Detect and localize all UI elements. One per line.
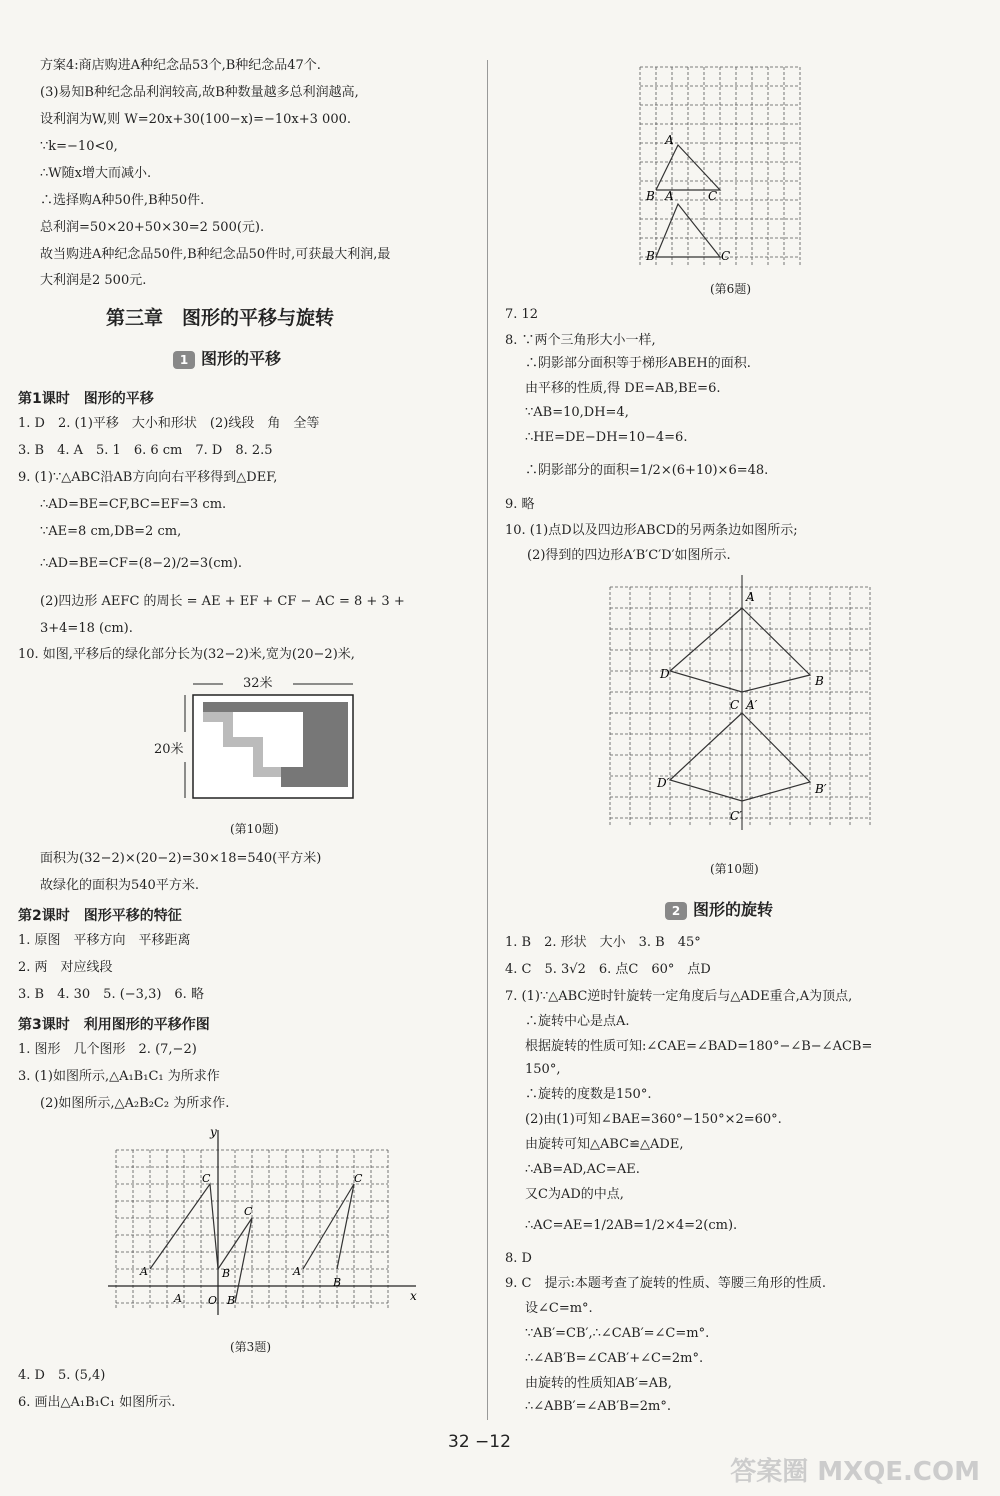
svg-text:C: C: [354, 1172, 363, 1185]
text-line: ∴AC=AE=1/2AB=1/2×4=2(cm).: [525, 1218, 738, 1233]
lesson-heading: 第2课时 图形平移的特征: [18, 908, 182, 924]
column-divider: [487, 60, 488, 1420]
text-line: 7. 12: [505, 307, 539, 322]
text-line: ∴HE=DE−DH=10−4=6.: [525, 430, 688, 445]
svg-text:B: B: [333, 1276, 342, 1289]
text-line: 2. 两 对应线段: [18, 960, 113, 975]
text-line: ∴阴影部分面积等于梯形ABEH的面积.: [525, 356, 751, 371]
figure-10-quadrilateral: [605, 575, 875, 830]
section-number: 2: [665, 902, 687, 920]
text-line: ∴阴影部分的面积=1/2×(6+10)×6=48.: [525, 463, 769, 478]
svg-text:A: A: [293, 1265, 301, 1278]
text-line: ∴选择购A种50件,B种50件.: [40, 193, 205, 208]
text-line: ∵AB′=CB′,∴∠CAB′=∠C=m°.: [525, 1326, 710, 1341]
svg-text:B: B: [646, 249, 655, 263]
svg-text:B: B: [227, 1294, 236, 1307]
watermark: [730, 1451, 980, 1488]
watermark-text: 答案圈 MXQE.COM: [730, 1457, 980, 1487]
text-line: ∴W随x增大而减小.: [40, 166, 152, 181]
text-line: 由旋转可知△ABC≌△ADE,: [525, 1137, 684, 1152]
svg-text:D′: D′: [657, 776, 670, 790]
svg-text:C: C: [721, 249, 731, 263]
figure-10-green-area: [173, 672, 373, 812]
text-line: 1. 原图 平移方向 平移距离: [18, 933, 191, 948]
chapter-title: 第三章 图形的平移与旋转: [106, 307, 335, 329]
figure-caption: (第10题): [710, 862, 759, 876]
text-line: 3. B 4. 30 5. (−3,3) 6. 略: [18, 987, 204, 1002]
svg-text:O: O: [208, 1294, 218, 1307]
fig10-side-label: 20米: [154, 742, 184, 757]
text-line: 9. 略: [505, 497, 535, 512]
text-line: 7. (1)∵△ABC逆时针旋转一定角度后与△ADE重合,A为顶点,: [505, 989, 853, 1004]
text-line: ∴AD=BE=CF,BC=EF=3 cm.: [40, 497, 227, 512]
text-line: 3. B 4. A 5. 1 6. 6 cm 7. D 8. 2.5: [18, 443, 273, 458]
svg-text:A: A: [174, 1292, 182, 1305]
lesson-heading: 第1课时 图形的平移: [18, 391, 154, 407]
text-line: ∵AB=10,DH=4,: [525, 405, 629, 420]
text-line: ∴∠AB′B=∠CAB′+∠C=2m°.: [525, 1351, 704, 1366]
text-line: (2)得到的四边形A′B′C′D′如图所示.: [527, 548, 731, 563]
fig10-top-label: 32米: [243, 676, 273, 691]
svg-text:A: A: [140, 1265, 148, 1278]
svg-text:C: C: [708, 189, 718, 203]
svg-text:A: A: [746, 590, 755, 604]
text-line: ∵AE=8 cm,DB=2 cm,: [40, 524, 182, 539]
svg-text:D: D: [660, 667, 670, 681]
section-title: 图形的平移: [201, 349, 282, 368]
text-line: 大利润是2 500元.: [40, 273, 147, 288]
figure-6-grid: [635, 62, 805, 272]
text-line: 10. 如图,平移后的绿化部分长为(32−2)米,宽为(20−2)米,: [18, 647, 355, 662]
svg-text:A′: A′: [746, 698, 758, 712]
text-line: 1. D 2. (1)平移 大小和形状 (2)线段 角 全等: [18, 416, 320, 431]
text-line: 8. ∵两个三角形大小一样,: [505, 333, 656, 348]
figure-3-grid: [98, 1120, 418, 1320]
text-line: 方案4:商店购进A种纪念品53个,B种纪念品47个.: [40, 58, 321, 73]
text-line: (2)由(1)可知∠BAE=360°−150°×2=60°.: [525, 1112, 782, 1127]
text-line: 9. (1)∵△ABC沿AB方向向右平移得到△DEF,: [18, 470, 278, 485]
svg-text:B: B: [815, 674, 824, 688]
svg-text:B: B: [222, 1267, 231, 1280]
text-line: ∵k=−10<0,: [40, 139, 118, 154]
text-line: 设利润为W,则 W=20x+30(100−x)=−10x+3 000.: [40, 112, 351, 127]
text-line: ∴旋转的度数是150°.: [525, 1087, 652, 1102]
text-line: (2)四边形 AEFC 的周长 = AE + EF + CF − AC = 8 + 3 +: [40, 594, 405, 609]
svg-text:x: x: [410, 1289, 417, 1303]
figure-caption: (第3题): [230, 1340, 271, 1354]
text-line: 根据旋转的性质可知:∠CAE=∠BAD=180°−∠B−∠ACB=: [525, 1039, 873, 1054]
svg-text:C: C: [244, 1205, 253, 1218]
svg-text:A: A: [665, 189, 674, 203]
text-line: ∴AD=BE=CF=(8−2)/2=3(cm).: [40, 556, 243, 571]
figure-caption: (第6题): [710, 282, 751, 296]
figure-caption: (第10题): [230, 822, 279, 836]
lesson-heading: 第3课时 利用图形的平移作图: [18, 1017, 210, 1033]
text-line: 设∠C=m°.: [525, 1301, 593, 1316]
text-line: 由平移的性质,得 DE=AB,BE=6.: [525, 381, 721, 396]
text-line: 8. D: [505, 1251, 532, 1266]
text-line: 由旋转的性质知AB′=AB,: [525, 1376, 672, 1391]
text-line: 9. C 提示:本题考查了旋转的性质、等腰三角形的性质.: [505, 1276, 826, 1291]
text-line: 故当购进A种纪念品50件,B种纪念品50件时,可获最大利润,最: [40, 247, 391, 262]
text-line: 1. B 2. 形状 大小 3. B 45°: [505, 935, 701, 950]
section-heading: [665, 897, 773, 920]
page-number: 32 −12: [448, 1432, 511, 1452]
text-line: 3+4=18 (cm).: [40, 621, 133, 636]
text-line: 4. C 5. 3√2 6. 点C 60° 点D: [505, 962, 711, 977]
text-line: 1. 图形 几个图形 2. (7,−2): [18, 1042, 197, 1057]
svg-text:A: A: [665, 133, 674, 147]
text-line: ∴AB=AD,AC=AE.: [525, 1162, 640, 1177]
text-line: 故绿化的面积为540平方米.: [40, 878, 199, 893]
section-number: 1: [173, 351, 195, 369]
svg-text:y: y: [210, 1125, 217, 1139]
svg-text:C: C: [730, 698, 740, 712]
text-line: 4. D 5. (5,4): [18, 1368, 106, 1383]
section-heading: [173, 346, 281, 369]
section-title: 图形的旋转: [693, 900, 774, 919]
text-line: 3. (1)如图所示,△A₁B₁C₁ 为所求作: [18, 1069, 220, 1084]
svg-text:B: B: [646, 189, 655, 203]
text-line: 150°,: [525, 1062, 561, 1077]
text-line: 10. (1)点D以及四边形ABCD的另两条边如图所示;: [505, 523, 798, 538]
text-line: 总利润=50×20+50×30=2 500(元).: [40, 220, 265, 235]
text-line: 又C为AD的中点,: [525, 1187, 624, 1202]
svg-text:C′: C′: [730, 809, 742, 823]
text-line: (2)如图所示,△A₂B₂C₂ 为所求作.: [40, 1096, 230, 1111]
text-line: 6. 画出△A₁B₁C₁ 如图所示.: [18, 1395, 176, 1410]
svg-text:B′: B′: [815, 782, 827, 796]
text-line: (3)易知B种纪念品利润较高,故B种数量越多总利润越高,: [40, 85, 359, 100]
text-line: ∴∠ABB′=∠AB′B=2m°.: [525, 1399, 671, 1414]
text-line: ∴旋转中心是点A.: [525, 1014, 630, 1029]
text-line: 面积为(32−2)×(20−2)=30×18=540(平方米): [40, 851, 322, 866]
svg-text:C: C: [202, 1172, 211, 1185]
